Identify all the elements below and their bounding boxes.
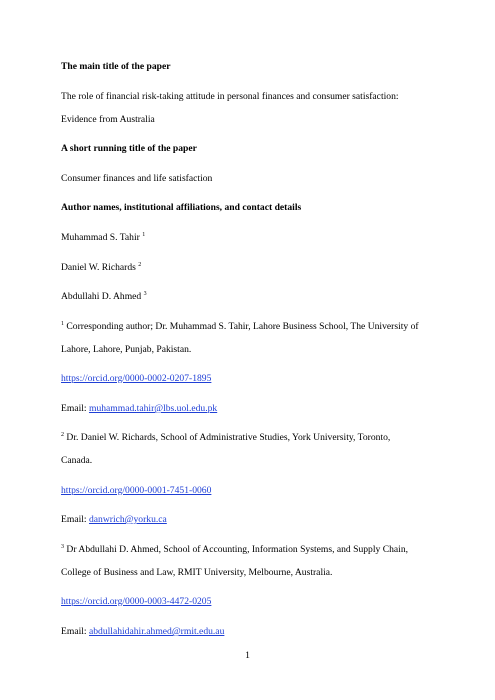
author-superscript: 3 bbox=[143, 291, 147, 297]
author-name-text: Abdullahi D. Ahmed bbox=[61, 291, 142, 302]
affiliation-text: Dr Abdullahi D. Ahmed, School of Accounting, Information Systems, and Supply Chain, bbox=[66, 544, 409, 555]
orcid-link[interactable]: https://orcid.org/0000-0002-0207-1895 bbox=[61, 373, 212, 384]
affiliation-superscript: 3 bbox=[61, 544, 64, 550]
affiliation-superscript: 1 bbox=[61, 321, 64, 327]
running-title: Consumer finances and life satisfaction bbox=[61, 173, 213, 184]
affiliation-line-1 bbox=[61, 321, 419, 333]
orcid-link[interactable]: https://orcid.org/0000-0001-7451-0060 bbox=[61, 485, 212, 496]
orcid-link-row bbox=[61, 485, 211, 497]
affiliation-text: Corresponding author; Dr. Muhammad S. Tahir, Lahore Business School, The University of bbox=[66, 321, 419, 332]
author-superscript: 1 bbox=[142, 232, 146, 238]
author-name bbox=[61, 291, 147, 303]
email-link[interactable]: muhammad.tahir@lbs.uol.edu.pk bbox=[88, 403, 218, 414]
paper-title-line-2: Evidence from Australia bbox=[61, 114, 155, 125]
affiliation-superscript: 2 bbox=[61, 432, 64, 438]
main-title-heading: The main title of the paper bbox=[61, 61, 171, 72]
affiliation-text: Dr. Daniel W. Richards, School of Administrative Studies, York University, Toronto, bbox=[66, 432, 391, 443]
email-label: Email: bbox=[61, 403, 89, 414]
author-name-text: Daniel W. Richards bbox=[61, 262, 136, 273]
affiliation-line-2: College of Business and Law, RMIT University, Melbourne, Australia. bbox=[61, 567, 333, 578]
author-name-text: Muhammad S. Tahir bbox=[61, 232, 140, 243]
affiliation-line-2: Lahore, Lahore, Punjab, Pakistan. bbox=[61, 344, 192, 355]
orcid-link-row bbox=[61, 373, 211, 385]
authors-heading: Author names, institutional affiliations, and contact details bbox=[61, 202, 302, 213]
email-link[interactable]: danwrich@yorku.ca bbox=[88, 514, 167, 525]
author-name bbox=[61, 262, 141, 274]
running-title-heading: A short running title of the paper bbox=[61, 143, 197, 154]
orcid-link-row bbox=[61, 596, 211, 608]
email-row bbox=[61, 626, 224, 638]
author-name bbox=[61, 232, 145, 244]
email-row bbox=[61, 403, 217, 415]
email-label: Email: bbox=[61, 514, 89, 525]
affiliation-line-2: Canada. bbox=[61, 455, 93, 466]
paper-title-line-1: The role of financial risk-taking attitude in personal finances and consumer satisfaction: bbox=[61, 91, 399, 102]
email-link[interactable]: abdullahidahir.ahmed@rmit.edu.au bbox=[88, 626, 225, 637]
author-superscript: 2 bbox=[138, 262, 142, 268]
affiliation-line-1 bbox=[61, 544, 408, 556]
email-row bbox=[61, 514, 167, 526]
affiliation-line-1 bbox=[61, 432, 390, 444]
orcid-link[interactable]: https://orcid.org/0000-0003-4472-0205 bbox=[61, 596, 212, 607]
email-label: Email: bbox=[61, 626, 89, 637]
page-number: 1 bbox=[245, 650, 250, 661]
